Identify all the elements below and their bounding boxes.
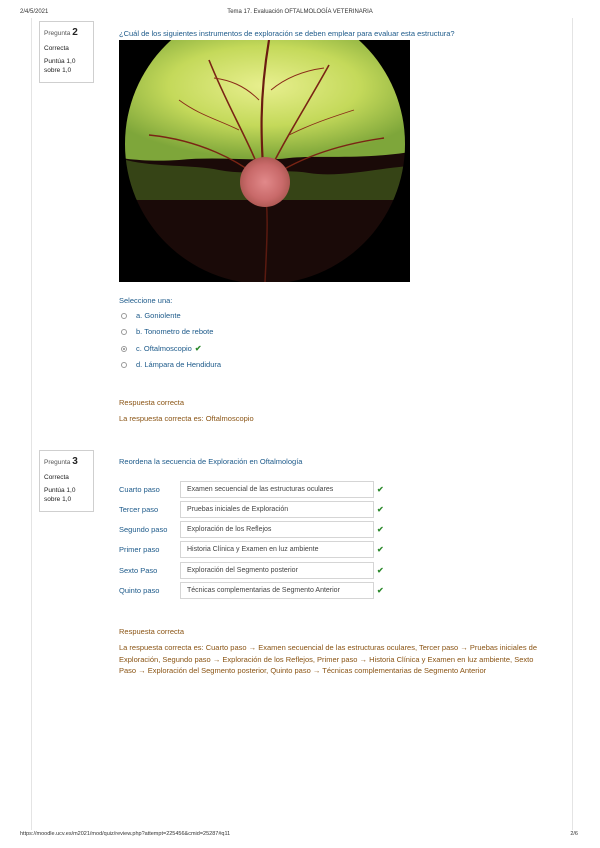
option-c-label: c. Oftalmoscopio: [136, 344, 192, 353]
option-a-label: a. Goniolente: [136, 311, 181, 320]
check-icon: ✔: [377, 485, 384, 494]
question-state: Correcta: [44, 44, 69, 52]
check-icon: ✔: [377, 525, 384, 534]
match-select[interactable]: Exploración del Segmento posterior: [180, 562, 374, 579]
radio-b[interactable]: [121, 329, 127, 335]
footer-url: https://moodle.ucv.es/m2021/mod/quiz/review.php?attempt=225456&cmid=25287#q11: [20, 831, 231, 837]
question-grade-line2: sobre 1,0: [44, 496, 72, 504]
option-b-label: b. Tonometro de rebote: [136, 327, 214, 336]
check-icon: ✔: [377, 545, 384, 554]
option-d[interactable]: [121, 360, 221, 369]
match-select[interactable]: Técnicas complementarias de Segmento Anterior: [180, 582, 374, 599]
radio-d[interactable]: [121, 362, 127, 368]
option-d-label: d. Lámpara de Hendidura: [136, 360, 222, 369]
match-label: Cuarto paso: [119, 485, 160, 494]
match-row: [119, 501, 384, 518]
match-label: Primer paso: [119, 545, 160, 554]
check-icon: ✔: [194, 344, 202, 353]
question-grade-line2: sobre 1,0: [44, 67, 72, 75]
match-select[interactable]: Exploración de los Reflejos: [180, 521, 374, 538]
feedback-q2: Respuesta correcta: [119, 398, 185, 407]
radio-c[interactable]: [121, 346, 127, 352]
question-grade-line1: Puntúa 1,0: [44, 486, 76, 494]
answer-prompt: Seleccione una:: [119, 296, 173, 305]
fundus-image: [119, 40, 410, 282]
match-label: Tercer paso: [119, 505, 159, 514]
question-number: [44, 455, 93, 470]
print-date: 2/4/5/2021: [20, 9, 49, 15]
feedback-q3: Respuesta correcta: [119, 627, 185, 636]
question-label: Pregunta: [44, 459, 71, 466]
match-label: Segundo paso: [119, 525, 168, 534]
option-a[interactable]: [121, 311, 181, 320]
question-number-value: 2: [72, 27, 78, 38]
option-b[interactable]: [121, 327, 213, 336]
question-text-q2: ¿Cuál de los siguientes instrumentos de exploración se deben emplear para evaluar esta estructura?: [119, 29, 455, 38]
match-label: Quinto paso: [119, 586, 160, 595]
right-answer-q2: La respuesta correcta es: Oftalmoscopio: [119, 414, 254, 423]
question-number-value: 3: [72, 456, 78, 467]
match-row: [119, 541, 384, 558]
match-select[interactable]: Historia Clínica y Examen en luz ambiente: [180, 541, 374, 558]
check-icon: ✔: [377, 566, 384, 575]
question-text-q3: Reordena la secuencia de Exploración en Oftalmología: [119, 457, 303, 466]
print-title: Tema 17. Evaluación OFTALMOLOGÍA VETERINARIA: [227, 9, 373, 15]
match-select[interactable]: Pruebas iniciales de Exploración: [180, 501, 374, 518]
question-info-q3: [39, 450, 94, 512]
option-c[interactable]: [121, 344, 202, 353]
question-grade-line1: Puntúa 1,0: [44, 57, 76, 65]
match-row: [119, 582, 384, 599]
match-row: [119, 481, 384, 498]
question-info-q2: [39, 21, 94, 83]
check-icon: ✔: [377, 505, 384, 514]
match-row: [119, 521, 384, 538]
fundus-photo: [119, 40, 410, 282]
check-icon: ✔: [377, 586, 384, 595]
question-label: Pregunta: [44, 30, 71, 37]
footer-page-number: 2/6: [570, 831, 578, 837]
radio-a[interactable]: [121, 313, 127, 319]
right-answer-q3: La respuesta correcta es: Cuarto paso → Examen secuencial de las estructuras oculares, Tercer paso → Pruebas iniciales de Exploración, Segundo paso → Exploración de los Reflejos, Primer paso → Historia Clínica y Examen en luz ambiente, Sexto Paso → Exploración del Segmento posterior, Quinto paso → Técnicas complementarias de Segmento Anterior: [119, 643, 537, 676]
match-select[interactable]: Examen secuencial de las estructuras oculares: [180, 481, 374, 498]
match-label: Sexto Paso: [119, 566, 158, 575]
question-state: Correcta: [44, 473, 69, 481]
question-number: [44, 26, 93, 41]
match-row: [119, 562, 384, 579]
